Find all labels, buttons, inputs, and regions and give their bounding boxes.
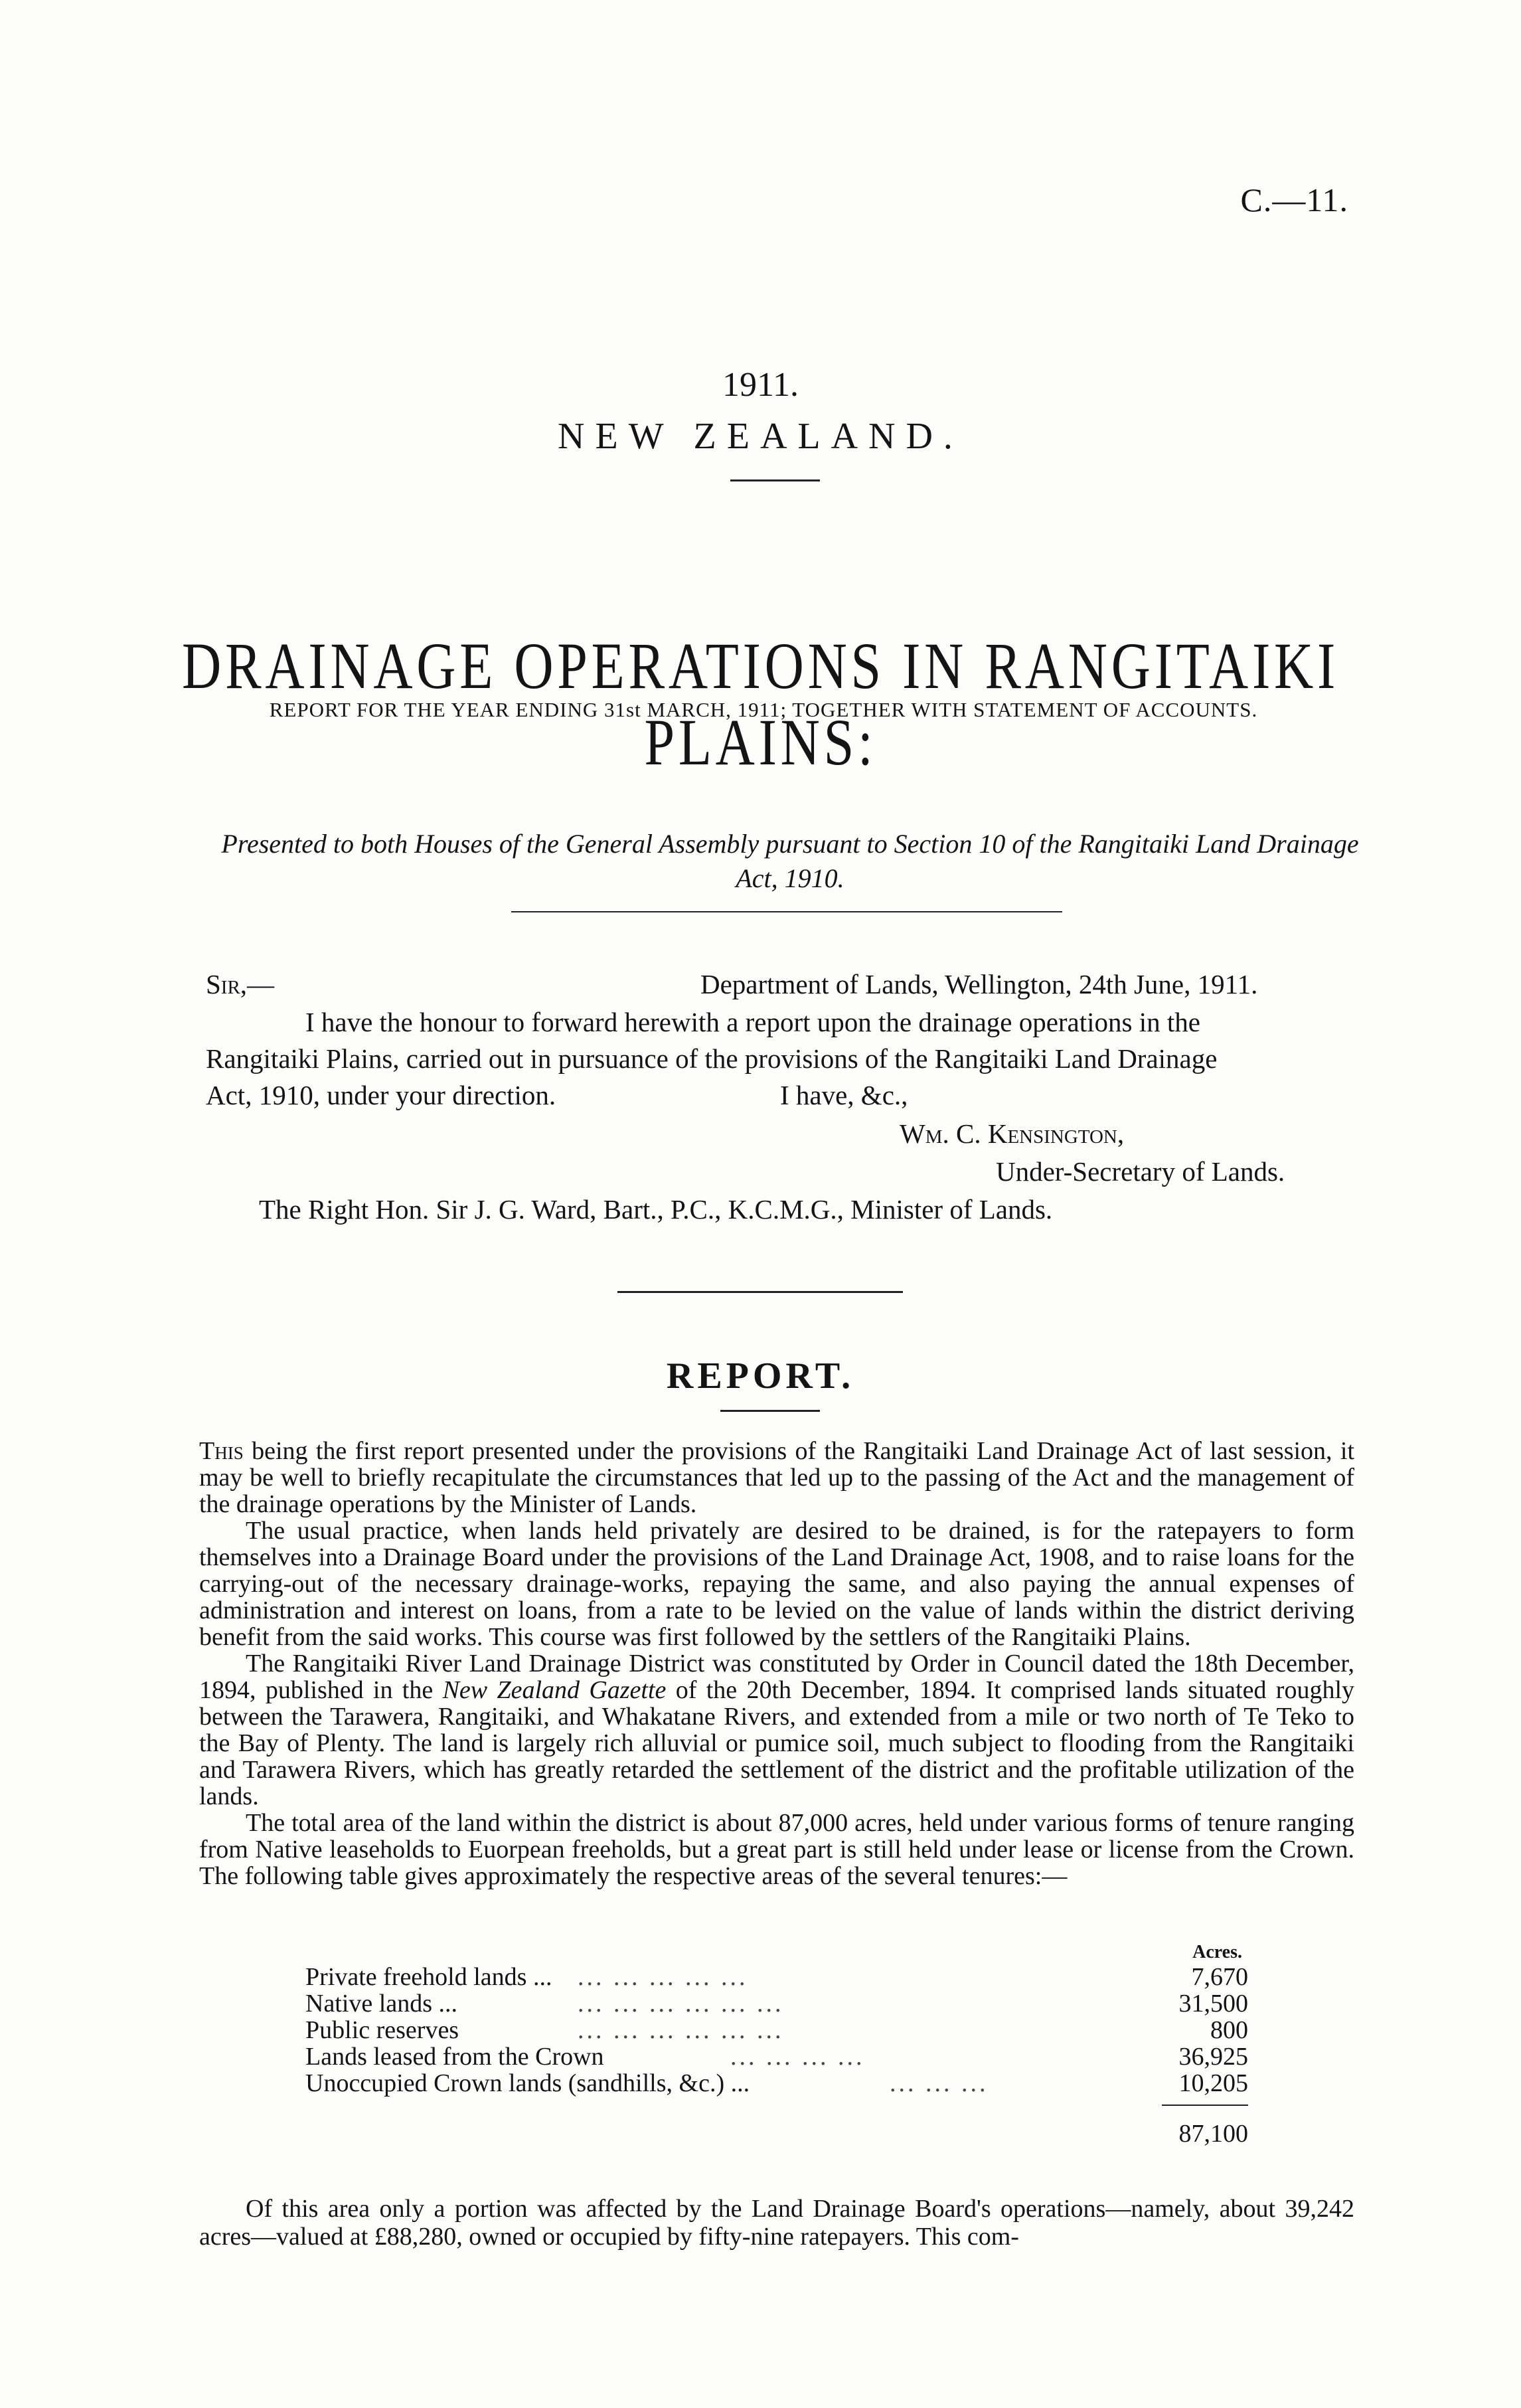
letter-signature-title: Under-Secretary of Lands. bbox=[996, 1156, 1285, 1187]
tenure-leader-dots: ... ... ... ... ... bbox=[578, 1963, 748, 1991]
letter-dateline: Department of Lands, Wellington, 24th June, 1911. bbox=[700, 969, 1258, 999]
report-paragraph-1-text: being the first report presented under the provisions of the Rangitaiki Land Drainage Act of last session, it may be well to briefly recapitulate the circumstances that led up to the passing of the Act and the management of the drainage operations by the Minister of Lands. bbox=[199, 1437, 1355, 1518]
report-paragraph-3-part-b: of the 20th December, 1894. It comprised lands situated roughly between the Tarawera, Rangitaiki, and Whakatane Rivers, and extended from a mile or two north of Te Teko to the Bay of Plenty. The land is largely rich alluvial or pumice soil, much subject to flooding from the Rangitaiki and Tarawera Rivers, which has greatly retarded the settlement of the district and the profitable utilization of the lands. bbox=[199, 1676, 1354, 1810]
letter-salutation: Sir,— bbox=[206, 969, 275, 999]
tenure-label: Lands leased from the Crown bbox=[305, 2043, 604, 2071]
paper-reference: C.—11. bbox=[1240, 181, 1348, 218]
tenure-label: Unoccupied Crown lands (sandhills, &c.) ... bbox=[305, 2069, 750, 2097]
report-body bbox=[199, 1438, 1354, 1889]
section-divider bbox=[617, 1291, 903, 1293]
tenure-row bbox=[305, 1989, 1248, 2016]
report-paragraph-4: The total area of the land within the district is about 87,000 acres, held under various forms of tenure ranging from Native leaseholds to Euorpean freeholds, but a great part is still held under lease or license from the Crown. The following table gives approximately the respective areas of the several tenures:— bbox=[199, 1809, 1354, 1890]
publication-year: 1911. bbox=[722, 366, 799, 404]
tenure-row bbox=[305, 2042, 1248, 2069]
report-paragraph-2: The usual practice, when lands held privately are desired to be drained, is for the ratepayers to form themselves into a Drainage Board under the provisions of the Land Drainage Act, 1908, and to raise loans for the carrying-out of the necessary drainage-works, repaying the same, and also paying the annual expenses of administration and interest on loans, from a rate to be levied on the value of lands within the district deriving benefit from the said works. This course was first followed by the settlers of the Rangitaiki Plains. bbox=[199, 1517, 1354, 1651]
report-heading: REPORT. bbox=[666, 1355, 855, 1397]
tenure-label: Public reserves bbox=[305, 2016, 459, 2044]
tenure-leader-dots: ... ... ... ... ... ... bbox=[578, 1990, 784, 2018]
tenure-leader-dots: ... ... ... bbox=[890, 2069, 989, 2097]
letter-body-line-3: Act, 1910, under your direction. bbox=[206, 1080, 556, 1110]
letter-closing: I have, &c., bbox=[780, 1080, 908, 1110]
header-divider bbox=[730, 479, 820, 481]
letter-body-line-2: Rangitaiki Plains, carried out in pursuance of the provisions of the Rangitaiki Land Drainage bbox=[206, 1043, 1218, 1074]
presentation-note: Presented to both Houses of the General Assembly pursuant to Section 10 of the Rangitaiki Land Drainage Act, 1910. bbox=[221, 829, 1359, 893]
document-title: DRAINAGE OPERATIONS IN RANGITAIKI PLAINS: bbox=[181, 629, 1340, 779]
tenure-total-row bbox=[305, 2119, 1248, 2146]
tenure-acres: 7,670 bbox=[1191, 1963, 1248, 1991]
document-subtitle: REPORT FOR THE YEAR ENDING 31st MARCH, 1911; TOGETHER WITH STATEMENT OF ACCOUNTS. bbox=[269, 698, 1258, 721]
tenure-row bbox=[305, 2069, 1248, 2095]
tenure-total: 87,100 bbox=[1178, 2120, 1248, 2148]
gazette-title: New Zealand Gazette bbox=[442, 1676, 667, 1704]
report-heading-underline bbox=[720, 1410, 820, 1412]
tenure-row bbox=[305, 1962, 1248, 1989]
presentation-divider bbox=[511, 911, 1062, 912]
tenure-acres: 36,925 bbox=[1178, 2043, 1248, 2071]
report-paragraph-1-lead: This bbox=[199, 1437, 244, 1465]
tenure-row bbox=[305, 2016, 1248, 2042]
letter-addressee: The Right Hon. Sir J. G. Ward, Bart., P.C., K.C.M.G., Minister of Lands. bbox=[259, 1194, 1053, 1225]
letter-body-line-1: I have the honour to forward herewith a report upon the drainage operations in the bbox=[305, 1007, 1200, 1037]
total-rule bbox=[1162, 2105, 1248, 2106]
acres-column-heading: Acres. bbox=[1192, 1942, 1242, 1962]
report-closing-paragraph bbox=[199, 2195, 1354, 2251]
report-paragraph-3 bbox=[199, 1650, 1354, 1810]
country-heading: NEW ZEALAND. bbox=[558, 416, 963, 457]
letter-signature: Wm. C. Kensington, bbox=[900, 1118, 1125, 1149]
tenure-label: Native lands ... bbox=[305, 1990, 458, 2018]
tenure-acres: 800 bbox=[1210, 2016, 1248, 2044]
tenure-acres: 10,205 bbox=[1178, 2069, 1248, 2097]
tenure-label: Private freehold lands ... bbox=[305, 1963, 552, 1991]
tenure-table bbox=[305, 1962, 1248, 2146]
tenure-leader-dots: ... ... ... ... bbox=[730, 2043, 865, 2071]
report-paragraph-3-part-a: The Rangitaiki River Land Drainage District was constituted by Order in Council dated the 18th December, 1894, published in the bbox=[199, 1650, 1354, 1704]
report-paragraph-1 bbox=[199, 1438, 1354, 1517]
report-paragraph-5: Of this area only a portion was affected by the Land Drainage Board's operations—namely, about 39,242 acres—valued at £88,280, owned or occupied by fifty-nine ratepayers. This com- bbox=[199, 2195, 1354, 2251]
tenure-acres: 31,500 bbox=[1178, 1990, 1248, 2018]
tenure-leader-dots: ... ... ... ... ... ... bbox=[578, 2016, 784, 2044]
